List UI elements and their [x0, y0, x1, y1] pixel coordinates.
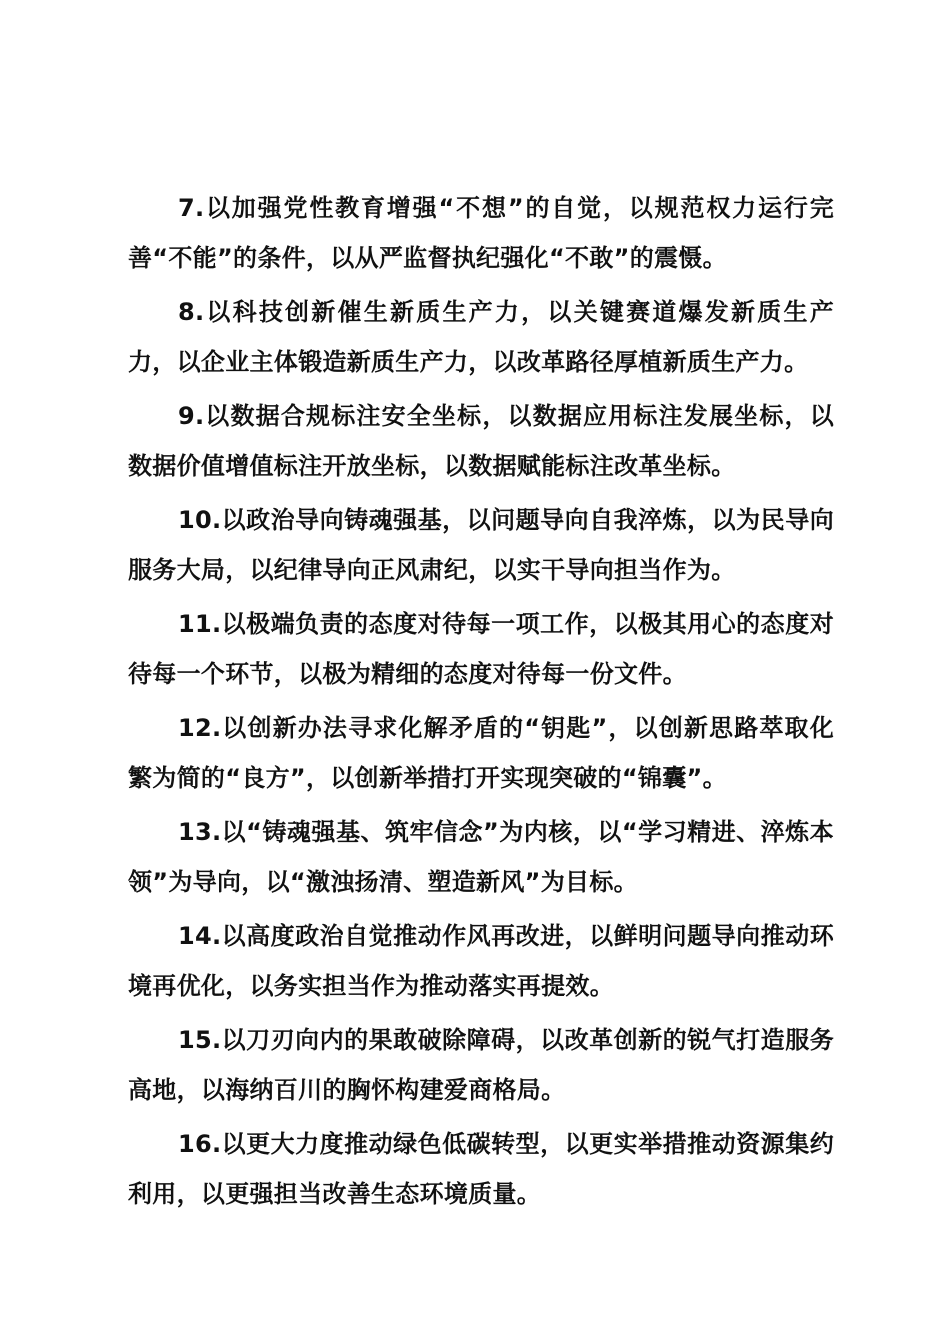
list-item-7: 7.以加强党性教育增强“不想”的自觉，以规范权力运行完善“不能”的条件，以从严监督执纪强化“不敢”的震慑。 — [128, 194, 834, 272]
list-item-9: 9.以数据合规标注安全坐标，以数据应用标注发展坐标，以数据价值增值标注开放坐标，以数据赋能标注改革坐标。 — [128, 402, 834, 480]
list-item-8: 8.以科技创新催生新质生产力，以关键赛道爆发新质生产力，以企业主体锻造新质生产力，以改革路径厚植新质生产力。 — [128, 298, 834, 376]
list-item-16: 16.以更大力度推动绿色低碳转型，以更实举措推动资源集约利用，以更强担当改善生态环境质量。 — [128, 1130, 834, 1208]
list-item-13: 13.以“铸魂强基、筑牢信念”为内核，以“学习精进、淬炼本领”为导向，以“激浊扬清、塑造新风”为目标。 — [128, 818, 834, 896]
list-item-15: 15.以刀刃向内的果敢破除障碍，以改革创新的锐气打造服务高地，以海纳百川的胸怀构建爱商格局。 — [128, 1026, 834, 1104]
document-body — [128, 183, 834, 1223]
list-item-10: 10.以政治导向铸魂强基，以问题导向自我淬炼，以为民导向服务大局，以纪律导向正风肃纪，以实干导向担当作为。 — [128, 506, 834, 584]
list-item-12: 12.以创新办法寻求化解矛盾的“钥匙”，以创新思路萃取化繁为简的“良方”，以创新举措打开实现突破的“锦囊”。 — [128, 714, 834, 792]
list-item-11: 11.以极端负责的态度对待每一项工作，以极其用心的态度对待每一个环节，以极为精细的态度对待每一份文件。 — [128, 610, 834, 688]
list-item-14: 14.以高度政治自觉推动作风再改进，以鲜明问题导向推动环境再优化，以务实担当作为推动落实再提效。 — [128, 922, 834, 1000]
